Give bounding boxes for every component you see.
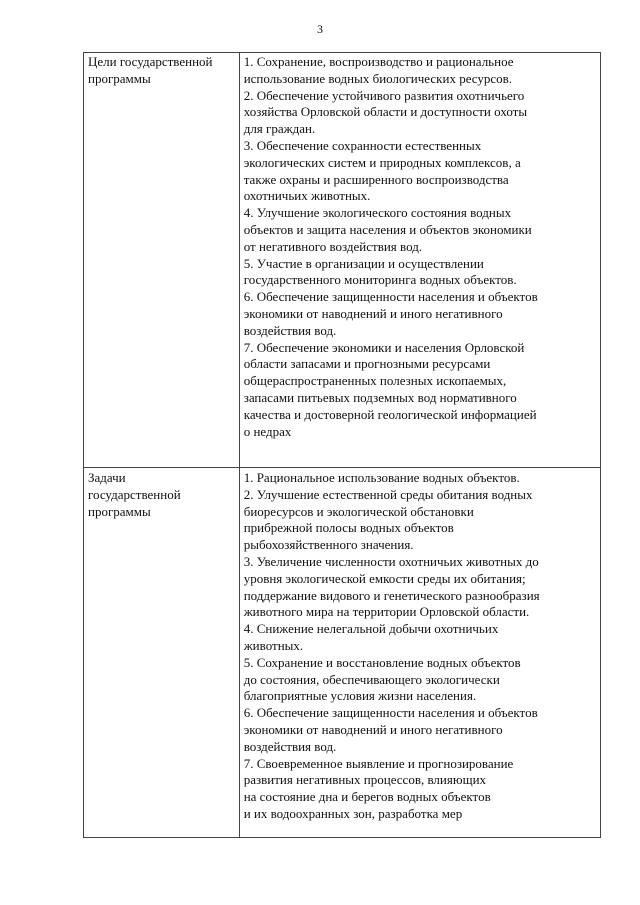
task-item: 6. Обеспечение защищенности населения и объектов экономики от наводнений и иного негативного воздействия вод. bbox=[243, 705, 538, 754]
goal-item: 1. Сохранение, воспроизводство и рациональное использование водных биологических ресурсов. bbox=[243, 54, 514, 86]
table-row-tasks bbox=[84, 468, 601, 838]
goal-item: 4. Улучшение экологического состояния водных объектов и защита населения и объектов экономики от негативного воздействия вод. bbox=[243, 205, 532, 254]
row-label-goals: Цели государственной программы bbox=[88, 54, 213, 86]
page-number: 3 bbox=[317, 22, 323, 36]
row-content-cell bbox=[239, 53, 600, 468]
row-content-cell bbox=[239, 468, 600, 838]
goal-item: 2. Обеспечение устойчивого развития охотничьего хозяйства Орловской области и доступности охоты для граждан. bbox=[243, 87, 528, 137]
task-item: 1. Рациональное использование водных объектов. bbox=[243, 470, 520, 485]
goal-item: 6. Обеспечение защищенности населения и объектов экономики от наводнений и иного негативного воздействия вод. bbox=[243, 289, 538, 338]
task-item: 7. Своевременное выявление и прогнозирование развития негативных процессов, влияющих на состояние дна и берегов водных объектов и их водоохранных зон, разработка мер bbox=[243, 755, 514, 821]
row-label-cell bbox=[84, 468, 240, 838]
goal-item: 3. Обеспечение сохранности естественных экологических систем и природных комплексов, а также охраны и расширенного воспроизводства охотничьих животных. bbox=[243, 137, 521, 204]
task-item: 5. Сохранение и восстановление водных объектов до состояния, обеспечивающего экологически благоприятные условия жизни населения. bbox=[243, 654, 521, 704]
goal-item: 5. Участие в организации и осуществлении государственного мониторинга водных объектов. bbox=[243, 255, 517, 288]
goal-item: 7. Обеспечение экономики и населения Орловской области запасами и прогнозными ресурсами общераспространенных полезных ископаемых, запасами питьевых подземных вод нормативного качества и достоверной геологической информацией о недрах bbox=[243, 339, 537, 439]
table-row-goals bbox=[84, 53, 601, 468]
task-item: 4. Снижение нелегальной добычи охотничьих животных. bbox=[243, 621, 499, 653]
task-item: 2. Улучшение естественной среды обитания водных биоресурсов и экологической обстановки прибрежной полосы водных объектов рыбохозяйственного значения. bbox=[243, 486, 533, 553]
task-item: 3. Увеличение численности охотничьих животных до уровня экологической емкости среды их обитания; поддержание видового и генетического разнообразия животного мира на территории Орловской области. bbox=[243, 553, 540, 620]
row-label-tasks: Задачи государственной программы bbox=[88, 470, 181, 519]
row-label-cell bbox=[84, 53, 240, 468]
program-passport-table bbox=[83, 52, 601, 838]
